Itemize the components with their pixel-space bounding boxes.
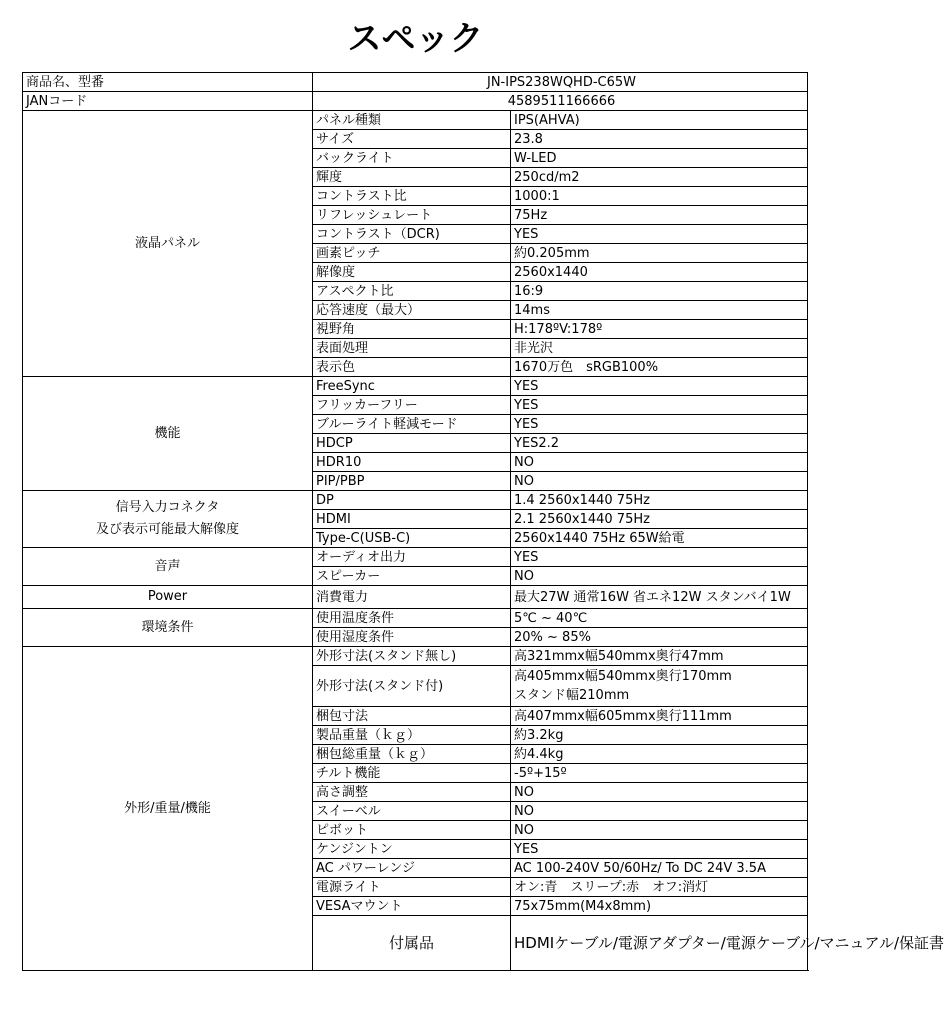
spec-value: 最大27W 通常16W 省エネ12W スタンバイ1W [511,586,808,609]
spec-name: 使用湿度条件 [313,628,511,647]
spec-name: 画素ピッチ [313,244,511,263]
spec-value: 250cd/m2 [511,168,808,187]
category-inputs [23,491,313,548]
spec-value: 高321mmx幅540mmx奥行47mm [511,647,808,666]
jan-label: JANコード [23,92,313,111]
spec-name: PIP/PBP [313,472,511,491]
spec-value: 1.4 2560x1440 75Hz [511,491,808,510]
spec-name: 製品重量（ｋｇ） [313,726,511,745]
model-value: JN-IPS238WQHD-C65W [313,73,808,92]
spec-name: サイズ [313,130,511,149]
spec-value: -5º+15º [511,764,808,783]
spec-name: HDCP [313,434,511,453]
spec-name: コントラスト比 [313,187,511,206]
spec-name: 外形寸法(スタンド無し) [313,647,511,666]
spec-value: 約3.2kg [511,726,808,745]
spec-value: YES [511,415,808,434]
spec-name: 消費電力 [313,586,511,609]
spec-value: 2560x1440 [511,263,808,282]
spec-value: YES [511,396,808,415]
spec-name: バックライト [313,149,511,168]
spec-value: NO [511,821,808,840]
spec-name: 表面処理 [313,339,511,358]
spec-name: コントラスト（DCR) [313,225,511,244]
spec-value: 高407mmx幅605mmx奥行111mm [511,707,808,726]
spec-value: 20% ~ 85% [511,628,808,647]
category-environment: 環境条件 [23,609,313,647]
spec-name: スイーベル [313,802,511,821]
spec-value: 14ms [511,301,808,320]
accessories-value: HDMIケーブル/電源アダプター/電源ケーブル/マニュアル/保証書 [511,916,808,971]
spec-name: ピボット [313,821,511,840]
table-row [23,491,808,510]
table-row [23,111,808,130]
page-title: スペック [347,19,484,59]
spec-value: 2.1 2560x1440 75Hz [511,510,808,529]
spec-name: オーディオ出力 [313,548,511,567]
spec-name: 応答速度（最大） [313,301,511,320]
spec-value: 5℃ ~ 40℃ [511,609,808,628]
spec-name: リフレッシュレート [313,206,511,225]
spec-name: 解像度 [313,263,511,282]
spec-value: NO [511,567,808,586]
category-accessories: 付属品 [313,916,511,971]
spec-name: チルト機能 [313,764,511,783]
spec-value: YES [511,225,808,244]
spec-value: 1670万色 sRGB100% [511,358,808,377]
spec-value: 75Hz [511,206,808,225]
spec-value: 約4.4kg [511,745,808,764]
table-row [23,92,808,111]
spec-value: 1000:1 [511,187,808,206]
spec-name: アスペクト比 [313,282,511,301]
spec-name: 梱包寸法 [313,707,511,726]
spec-name: HDMI [313,510,511,529]
spec-name: 視野角 [313,320,511,339]
spec-name: 梱包総重量（ｋｇ） [313,745,511,764]
spec-value: 2560x1440 75Hz 65W給電 [511,529,808,548]
spec-value-line1: 高405mmx幅540mmx奥行170mm [514,669,732,684]
spec-name: 高さ調整 [313,783,511,802]
spec-name: パネル種類 [313,111,511,130]
spec-name: DP [313,491,511,510]
table-row [23,609,808,628]
table-row [23,73,808,92]
spec-value: YES [511,377,808,396]
spec-value: 23.8 [511,130,808,149]
spec-value [511,666,808,707]
table-row [23,586,808,609]
spec-name: AC パワーレンジ [313,859,511,878]
spec-name: ブルーライト軽減モード [313,415,511,434]
spec-value: NO [511,783,808,802]
category-inputs-line2: 及び表示可能最大解像度 [95,522,239,537]
category-audio: 音声 [23,548,313,586]
spec-name: Type-C(USB-C) [313,529,511,548]
spec-value: オン:青 スリープ:赤 オフ:消灯 [511,878,808,897]
category-power: Power [23,586,313,609]
spec-name: 表示色 [313,358,511,377]
spec-value: IPS(AHVA) [511,111,808,130]
spec-name: VESAマウント [313,897,511,916]
spec-name: 使用温度条件 [313,609,511,628]
table-row [23,548,808,567]
spec-value: 16:9 [511,282,808,301]
spec-name: 電源ライト [313,878,511,897]
spec-value: 非光沢 [511,339,808,358]
spec-name: スピーカー [313,567,511,586]
spec-value: YES2.2 [511,434,808,453]
spec-value: YES [511,548,808,567]
spec-table [22,72,944,971]
spec-value: NO [511,802,808,821]
spec-value: W-LED [511,149,808,168]
spec-name: 輝度 [313,168,511,187]
spec-name: ケンジントン [313,840,511,859]
category-exterior: 外形/重量/機能 [23,647,313,971]
spec-value: YES [511,840,808,859]
model-label: 商品名、型番 [23,73,313,92]
spec-name: フリッカーフリー [313,396,511,415]
table-row [23,647,808,666]
spec-name: 外形寸法(スタンド付) [313,666,511,707]
jan-value: 4589511166666 [313,92,808,111]
category-inputs-line1: 信号入力コネクタ [115,500,220,515]
spec-value: AC 100-240V 50/60Hz/ To DC 24V 3.5A [511,859,808,878]
spec-value: NO [511,472,808,491]
spec-value: NO [511,453,808,472]
spec-value: 75x75mm(M4x8mm) [511,897,808,916]
spec-name: FreeSync [313,377,511,396]
category-features: 機能 [23,377,313,491]
table-row [23,377,808,396]
spec-value-line2: スタンド幅210mm [514,688,630,703]
category-panel: 液晶パネル [23,111,313,377]
spec-value: H:178ºV:178º [511,320,808,339]
spec-name: HDR10 [313,453,511,472]
spec-value: 約0.205mm [511,244,808,263]
